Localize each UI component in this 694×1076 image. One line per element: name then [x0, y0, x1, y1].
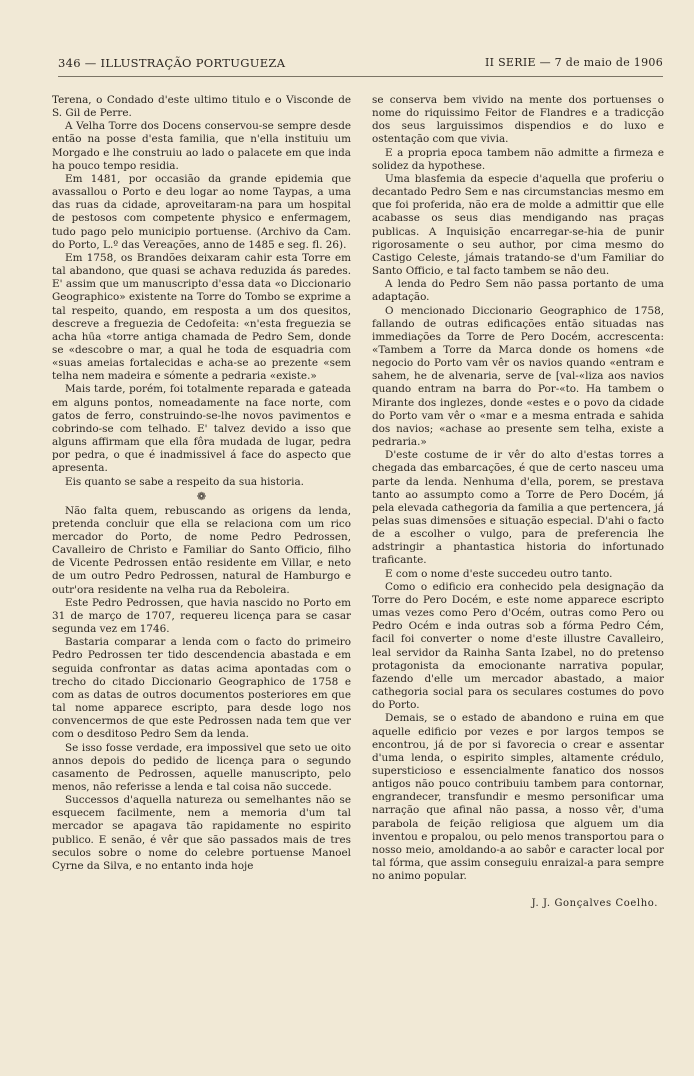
paragraph: Este Pedro Pedrossen, que havia nascido no Porto em 31 de março de 1707, requereu licença para se casar segunda vez em 1746.: [52, 596, 351, 636]
paragraph: se conserva bem vivido na mente dos portuenses o nome do riquissimo Feitor de Flandres e a tradicção dos seus larguissimos dispendios e do luxo e ostentação com que vivia.: [372, 94, 664, 146]
section-separator-ornament: ❁: [196, 489, 207, 503]
paragraph: Mais tarde, porém, foi totalmente reparada e gateada em alguns pontos, nomeadamente na face norte, com gatos de ferro, construindo-se-lhe novos pavimentos e cobrindo-se com telhado. E' talvez devido a isso que alguns affirmam que ella fôra mudada de lugar, pedra por pedra, o que é inadmissivel á face do aspecto que apresenta.: [52, 383, 351, 475]
paragraph: Terena, o Condado d'este ultimo titulo e o Visconde de S. Gil de Perre.: [52, 94, 351, 120]
author-signature: J. J. Gonçalves Coelho.: [531, 898, 658, 910]
right-column: [372, 94, 664, 911]
paragraph: Bastaria comparar a lenda com o facto do primeiro Pedro Pedrossen ter tido descendencia abastada e em seguida confrontar as datas acima apontadas com o trecho do citado Diccionario Geographico de 1758 e com as datas de outros documentos posteriores em que tal nome apparece escripto, para desde logo nos convencermos de que este Pedrossen nada tem que ver com o desditoso Pedro Sem da lenda.: [52, 636, 351, 741]
paragraph: Não falta quem, rebuscando as origens da lenda, pretenda concluir que ella se relaciona com um rico mercador do Porto, de nome Pedro Pedrossen, Cavalleiro de Christo e Familiar do Santo Officio, filho de Vicente Pedrossen então residente em Villar, e neto de um outro Pedro Pedrossen, natural de Hamburgo e outr'ora residente na velha rua da Reboleira.: [52, 504, 351, 596]
issue-date: II SERIE — 7 de maio de 1906: [484, 56, 663, 69]
paragraph: E com o nome d'este succedeu outro tanto.: [385, 567, 613, 580]
paragraph: Se isso fosse verdade, era impossivel que seto ue oito annos depois do pedido de licença para o segundo casamento de Pedrossen, aquelle manuscripto, pelo menos, não referisse a lenda e tal coisa não succede.: [52, 741, 351, 793]
running-header: [58, 56, 663, 72]
paragraph: Demais, se o estado de abandono e ruina em que aquelle edificio por vezes e por largos tempos se encontrou, já de por si favorecia o crear e assentar d'uma lenda, o espirito simples, altamente crédulo, supersticioso e essencialmente fanatico dos nossos antigos não pouco contribuiu tambem para contornar, engrandecer, transfundir e mesmo personificar uma narração que afinal não passa, a nosso vêr, d'uma parabola de feição religiosa que alguem um dia inventou e propalou, ou pelo menos transportou para o nosso meio, amoldando-a ao sabôr e caracter local por tal fórma, que assim conseguiu enraizal-a para sempre no animo popular.: [372, 712, 664, 883]
page-number-and-title: 346 — ILLUSTRAÇÃO PORTUGUEZA: [58, 56, 286, 70]
paragraph: A lenda do Pedro Sem não passa portanto de uma adaptação.: [372, 278, 664, 304]
paragraph: O mencionado Diccionario Geographico de 1758, fallando de outras edificações então situadas nas immediações da Torre de Pero Docém, accrescenta: «Tambem a Torre da Marca donde os homens «de negocio do Porto vam vêr os navios quando «entram e sahem, he de alvenaria, serve de [val-«liza aos navios quando entram na barra do Por-«to. Ha tambem o Mirante dos inglezes, donde «estes e o povo da cidade do Porto vam vêr o «mar e a mesma entrada e sahida dos navios; «achase ao presente sem telha, existe a pedraria.»: [372, 304, 664, 449]
paragraph: Successos d'aquella natureza ou semelhantes não se esquecem facilmente, nem a memoria d'um tal mercador se apagava tão rapidamente no espirito publico. E senão, é vêr que são passados mais de tres seculos sobre o nome do celebre portuense Manoel Cyrne da Silva, e no entanto inda hoje: [52, 794, 351, 872]
paragraph: Em 1481, por occasião da grande epidemia que avassallou o Porto e deu logar ao nome Taypas, a uma das ruas da cidade, aproveitaram-na para um hospital de pestosos com competente physico e enfermagem, tudo pago pelo municipio portuense. (Archivo da Cam. do Porto, L.º das Vereações, anno de 1485 e seg. fl. 26).: [52, 172, 351, 251]
paragraph: E a propria epoca tambem não admitte a firmeza e solidez da hypothese.: [372, 146, 664, 172]
paragraph: Em 1758, os Brandões deixaram cahir esta Torre em tal abandono, que quasi se achava reduzida ás paredes. E' assim que um manuscripto d'essa data «o Diccionario Geographico» existente na Torre do Tombo se exprime a tal respeito, quando, em resposta a um dos quesitos, descreve a freguezia de Cedofeita: «n'esta freguezia se acha hūa «torre antiga chamada de Pedro Sem, donde se «descobre o mar, a qual he toda de esquadria com «suas ameias fortalecidas e acha-se ao prezente «sem telha nem madeira e sómente a pedraria «existe.»: [52, 251, 351, 383]
paragraph: Uma blasfemia da especie d'aquella que proferiu o decantado Pedro Sem e nas circumstancias mesmo em que foi proferida, não era de molde a admittir que elle acabasse os seus dias mendigando nas praças publicas. A Inquisição encarregar-se-hia de punir rigorosamente o seu author, por cima mesmo do Castigo Celeste, jámais tratando-se d'um Familiar do Santo Officio, e tal facto tambem se não deu.: [372, 172, 664, 278]
paragraph: D'este costume de ir vêr do alto d'estas torres a chegada das embarcações, é que de certo nasceu uma parte da lenda. Nenhuma d'ella, porem, se prestava tanto ao assumpto como a Torre de Pero Docém, já pela elevada cathegoria da familia a que pertencera, já pelas suas dimensões e situação especial. D'ahi o facto de a escolher o vulgo, para de preferencia lhe adstringir a phantastica historia do infortunado traficante.: [372, 449, 664, 567]
paragraph: A Velha Torre dos Docens conservou-se sempre desde então na posse d'esta familia, que n'ella instituiu um Morgado e lhe construiu ao lado o palacete em que inda ha pouco tempo residia.: [52, 120, 351, 172]
paragraph: Como o edificio era conhecido pela designação da Torre do Pero Docém, e este nome apparece escripto umas vezes como Pero d'Océm, outras como Pero ou Pedro Océm e inda outras sob a fórma Pedro Cém, facil foi converter o nome d'este illustre Cavalleiro, leal servidor da Rainha Santa Izabel, no do pretenso protagonista da emocionante narrativa popular, fazendo d'elle um mercador abastado, a maior cathegoria social para os seculares costumes do povo do Porto.: [372, 580, 664, 712]
header-rule: [58, 76, 663, 77]
paragraph: Eis quanto se sabe a respeito da sua historia.: [65, 475, 304, 488]
left-column: [52, 94, 351, 873]
